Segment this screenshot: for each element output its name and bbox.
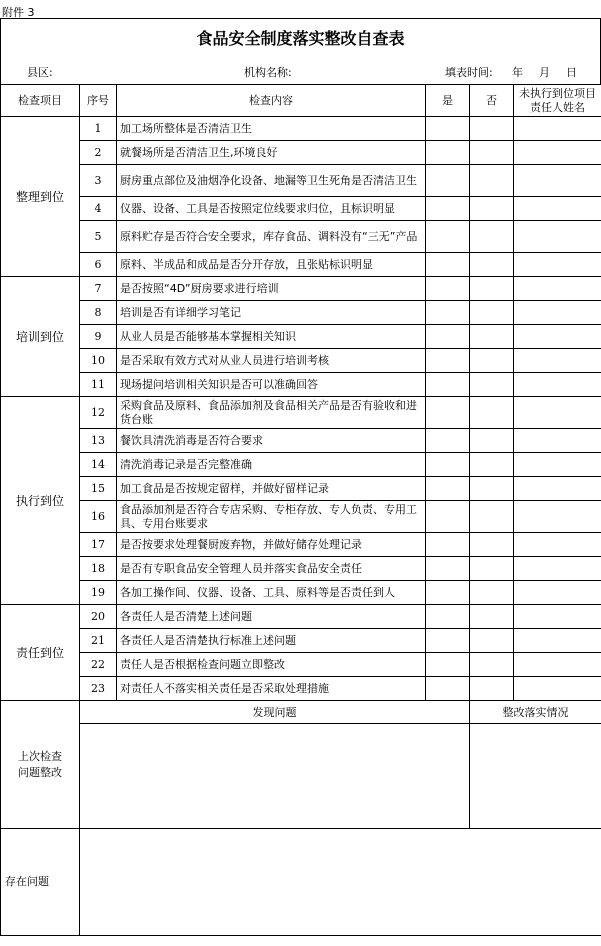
item-number: 20	[80, 605, 117, 629]
item-content: 加工食品是否按规定留样，并做好留样记录	[117, 477, 426, 501]
item-number: 1	[80, 117, 117, 141]
item-number: 21	[80, 629, 117, 653]
item-number: 22	[80, 653, 117, 677]
item-content: 是否有专职食品安全管理人员并落实食品安全责任	[117, 557, 426, 581]
yes-cell[interactable]	[426, 117, 470, 141]
no-cell[interactable]	[470, 117, 514, 141]
existing-problems-row	[1, 829, 601, 936]
check-row	[1, 373, 601, 397]
yes-cell[interactable]	[426, 373, 470, 397]
item-number: 10	[80, 349, 117, 373]
check-row	[1, 533, 601, 557]
no-cell[interactable]	[470, 605, 514, 629]
item-content: 原料贮存是否符合安全要求，库存食品、调料没有“三无”产品	[117, 221, 426, 253]
month-label: 月	[539, 66, 550, 79]
item-content: 从业人员是否能够基本掌握相关知识	[117, 325, 426, 349]
item-content: 是否采取有效方式对从业人员进行培训考核	[117, 349, 426, 373]
responsible-cell[interactable]	[514, 253, 601, 277]
check-row	[1, 141, 601, 165]
check-row	[1, 653, 601, 677]
no-cell[interactable]	[470, 197, 514, 221]
item-content: 各责任人是否清楚上述问题	[117, 605, 426, 629]
check-row	[1, 301, 601, 325]
item-number: 18	[80, 557, 117, 581]
responsible-cell[interactable]	[514, 557, 601, 581]
yes-cell[interactable]	[426, 429, 470, 453]
item-content: 就餐场所是否清洁卫生,环境良好	[117, 141, 426, 165]
no-cell[interactable]	[470, 141, 514, 165]
no-cell[interactable]	[470, 429, 514, 453]
item-number: 11	[80, 373, 117, 397]
yes-cell[interactable]	[426, 453, 470, 477]
responsible-cell[interactable]	[514, 221, 601, 253]
yes-cell[interactable]	[426, 301, 470, 325]
category-cell: 培训到位	[1, 277, 80, 397]
item-content: 各加工操作间、仪器、设备、工具、原料等是否责任到人	[117, 581, 426, 605]
item-content: 原料、半成品和成品是否分开存放，且张贴标识明显	[117, 253, 426, 277]
item-number: 3	[80, 165, 117, 197]
item-number: 4	[80, 197, 117, 221]
item-number: 14	[80, 453, 117, 477]
item-number: 8	[80, 301, 117, 325]
yes-cell[interactable]	[426, 501, 470, 533]
check-row	[1, 197, 601, 221]
no-cell[interactable]	[470, 397, 514, 429]
category-cell: 执行到位	[1, 397, 80, 605]
check-row	[1, 277, 601, 301]
item-content: 是否按照“4D”厨房要求进行培训	[117, 277, 426, 301]
yes-cell[interactable]	[426, 253, 470, 277]
header-category: 检查项目	[1, 85, 80, 117]
no-cell[interactable]	[470, 253, 514, 277]
item-number: 7	[80, 277, 117, 301]
responsible-cell[interactable]	[514, 501, 601, 533]
no-cell[interactable]	[470, 165, 514, 197]
check-row	[1, 397, 601, 429]
responsible-cell[interactable]	[514, 373, 601, 397]
yes-cell[interactable]	[426, 197, 470, 221]
category-cell: 整理到位	[1, 117, 80, 277]
yes-cell[interactable]	[426, 477, 470, 501]
attachment-label: 附件 3	[2, 6, 35, 19]
county-label: 县区:	[27, 66, 53, 79]
responsible-cell[interactable]	[514, 533, 601, 557]
existing-problems-cell[interactable]	[80, 829, 601, 936]
no-cell[interactable]	[470, 301, 514, 325]
responsible-cell[interactable]	[514, 325, 601, 349]
header-responsible: 未执行到位项目责任人姓名	[514, 85, 601, 117]
fill-time-label: 填表时间:	[445, 66, 493, 79]
yes-cell[interactable]	[426, 557, 470, 581]
responsible-cell[interactable]	[514, 581, 601, 605]
no-cell[interactable]	[470, 677, 514, 701]
no-cell[interactable]	[470, 501, 514, 533]
last-check-body-row	[1, 724, 601, 829]
responsible-cell[interactable]	[514, 477, 601, 501]
yes-cell[interactable]	[426, 629, 470, 653]
found-problems-cell[interactable]	[80, 724, 470, 829]
year-label: 年	[512, 66, 523, 79]
page-title: 食品安全制度落实整改自查表	[196, 29, 405, 48]
yes-cell[interactable]	[426, 277, 470, 301]
rectify-status-cell[interactable]	[470, 724, 601, 829]
yes-cell[interactable]	[426, 397, 470, 429]
last-check-label: 上次检查问题整改	[1, 701, 80, 829]
org-label: 机构名称:	[244, 66, 292, 79]
item-content: 各责任人是否清楚执行标准上述问题	[117, 629, 426, 653]
responsible-cell[interactable]	[514, 429, 601, 453]
category-cell: 责任到位	[1, 605, 80, 701]
yes-cell[interactable]	[426, 605, 470, 629]
check-row	[1, 629, 601, 653]
item-content: 培训是否有详细学习笔记	[117, 301, 426, 325]
no-cell[interactable]	[470, 373, 514, 397]
check-row	[1, 429, 601, 453]
check-row	[1, 221, 601, 253]
item-number: 15	[80, 477, 117, 501]
yes-cell[interactable]	[426, 677, 470, 701]
no-cell[interactable]	[470, 349, 514, 373]
item-number: 23	[80, 677, 117, 701]
check-row	[1, 581, 601, 605]
item-number: 2	[80, 141, 117, 165]
check-row	[1, 325, 601, 349]
header-index: 序号	[80, 85, 117, 117]
check-row	[1, 677, 601, 701]
item-content: 仪器、设备、工具是否按照定位线要求归位，且标识明显	[117, 197, 426, 221]
item-number: 13	[80, 429, 117, 453]
responsible-cell[interactable]	[514, 349, 601, 373]
no-cell[interactable]	[470, 557, 514, 581]
item-number: 5	[80, 221, 117, 253]
item-number: 19	[80, 581, 117, 605]
check-row	[1, 501, 601, 533]
no-cell[interactable]	[470, 653, 514, 677]
responsible-cell[interactable]	[514, 453, 601, 477]
item-content: 清洗消毒记录是否完整准确	[117, 453, 426, 477]
last-check-header-row	[1, 701, 601, 724]
check-row	[1, 253, 601, 277]
yes-cell[interactable]	[426, 533, 470, 557]
table-header-row	[1, 85, 601, 117]
check-row	[1, 453, 601, 477]
responsible-cell[interactable]	[514, 677, 601, 701]
check-row	[1, 349, 601, 373]
no-cell[interactable]	[470, 277, 514, 301]
yes-cell[interactable]	[426, 325, 470, 349]
no-cell[interactable]	[470, 581, 514, 605]
responsible-cell[interactable]	[514, 653, 601, 677]
check-row	[1, 477, 601, 501]
header-content: 检查内容	[117, 85, 426, 117]
responsible-cell[interactable]	[514, 117, 601, 141]
check-row	[1, 557, 601, 581]
responsible-cell[interactable]	[514, 301, 601, 325]
item-content: 现场提问培训相关知识是否可以准确回答	[117, 373, 426, 397]
check-table	[0, 84, 601, 936]
check-row	[1, 605, 601, 629]
header-yes: 是	[426, 85, 470, 117]
responsible-cell[interactable]	[514, 165, 601, 197]
yes-cell[interactable]	[426, 581, 470, 605]
check-row	[1, 165, 601, 197]
rectify-status-header: 整改落实情况	[470, 701, 601, 724]
responsible-cell[interactable]	[514, 277, 601, 301]
no-cell[interactable]	[470, 533, 514, 557]
responsible-cell[interactable]	[514, 605, 601, 629]
no-cell[interactable]	[470, 629, 514, 653]
no-cell[interactable]	[470, 325, 514, 349]
item-number: 12	[80, 397, 117, 429]
existing-problems-label: 存在问题	[1, 829, 80, 936]
item-content: 食品添加剂是否符合专店采购、专柜存放、专人负责、专用工具、专用台账要求	[117, 501, 426, 533]
item-number: 9	[80, 325, 117, 349]
item-content: 厨房重点部位及油烟净化设备、地漏等卫生死角是否清洁卫生	[117, 165, 426, 197]
responsible-cell[interactable]	[514, 397, 601, 429]
item-content: 对责任人不落实相关责任是否采取处理措施	[117, 677, 426, 701]
found-problems-header: 发现问题	[80, 701, 470, 724]
item-content: 加工场所整体是否清洁卫生	[117, 117, 426, 141]
responsible-cell[interactable]	[514, 629, 601, 653]
yes-cell[interactable]	[426, 221, 470, 253]
item-number: 16	[80, 501, 117, 533]
item-number: 17	[80, 533, 117, 557]
yes-cell[interactable]	[426, 165, 470, 197]
yes-cell[interactable]	[426, 349, 470, 373]
check-row	[1, 117, 601, 141]
responsible-cell[interactable]	[514, 141, 601, 165]
item-content: 采购食品及原料、食品添加剂及食品相关产品是否有验收和进货台账	[117, 397, 426, 429]
responsible-cell[interactable]	[514, 197, 601, 221]
yes-cell[interactable]	[426, 141, 470, 165]
item-number: 6	[80, 253, 117, 277]
no-cell[interactable]	[470, 221, 514, 253]
item-content: 是否按要求处理餐厨废弃物，并做好储存处理记录	[117, 533, 426, 557]
no-cell[interactable]	[470, 477, 514, 501]
item-content: 责任人是否根据检查问题立即整改	[117, 653, 426, 677]
day-label: 日	[566, 66, 577, 79]
item-content: 餐饮具清洗消毒是否符合要求	[117, 429, 426, 453]
top-border	[0, 18, 601, 19]
no-cell[interactable]	[470, 453, 514, 477]
yes-cell[interactable]	[426, 653, 470, 677]
header-no: 否	[470, 85, 514, 117]
